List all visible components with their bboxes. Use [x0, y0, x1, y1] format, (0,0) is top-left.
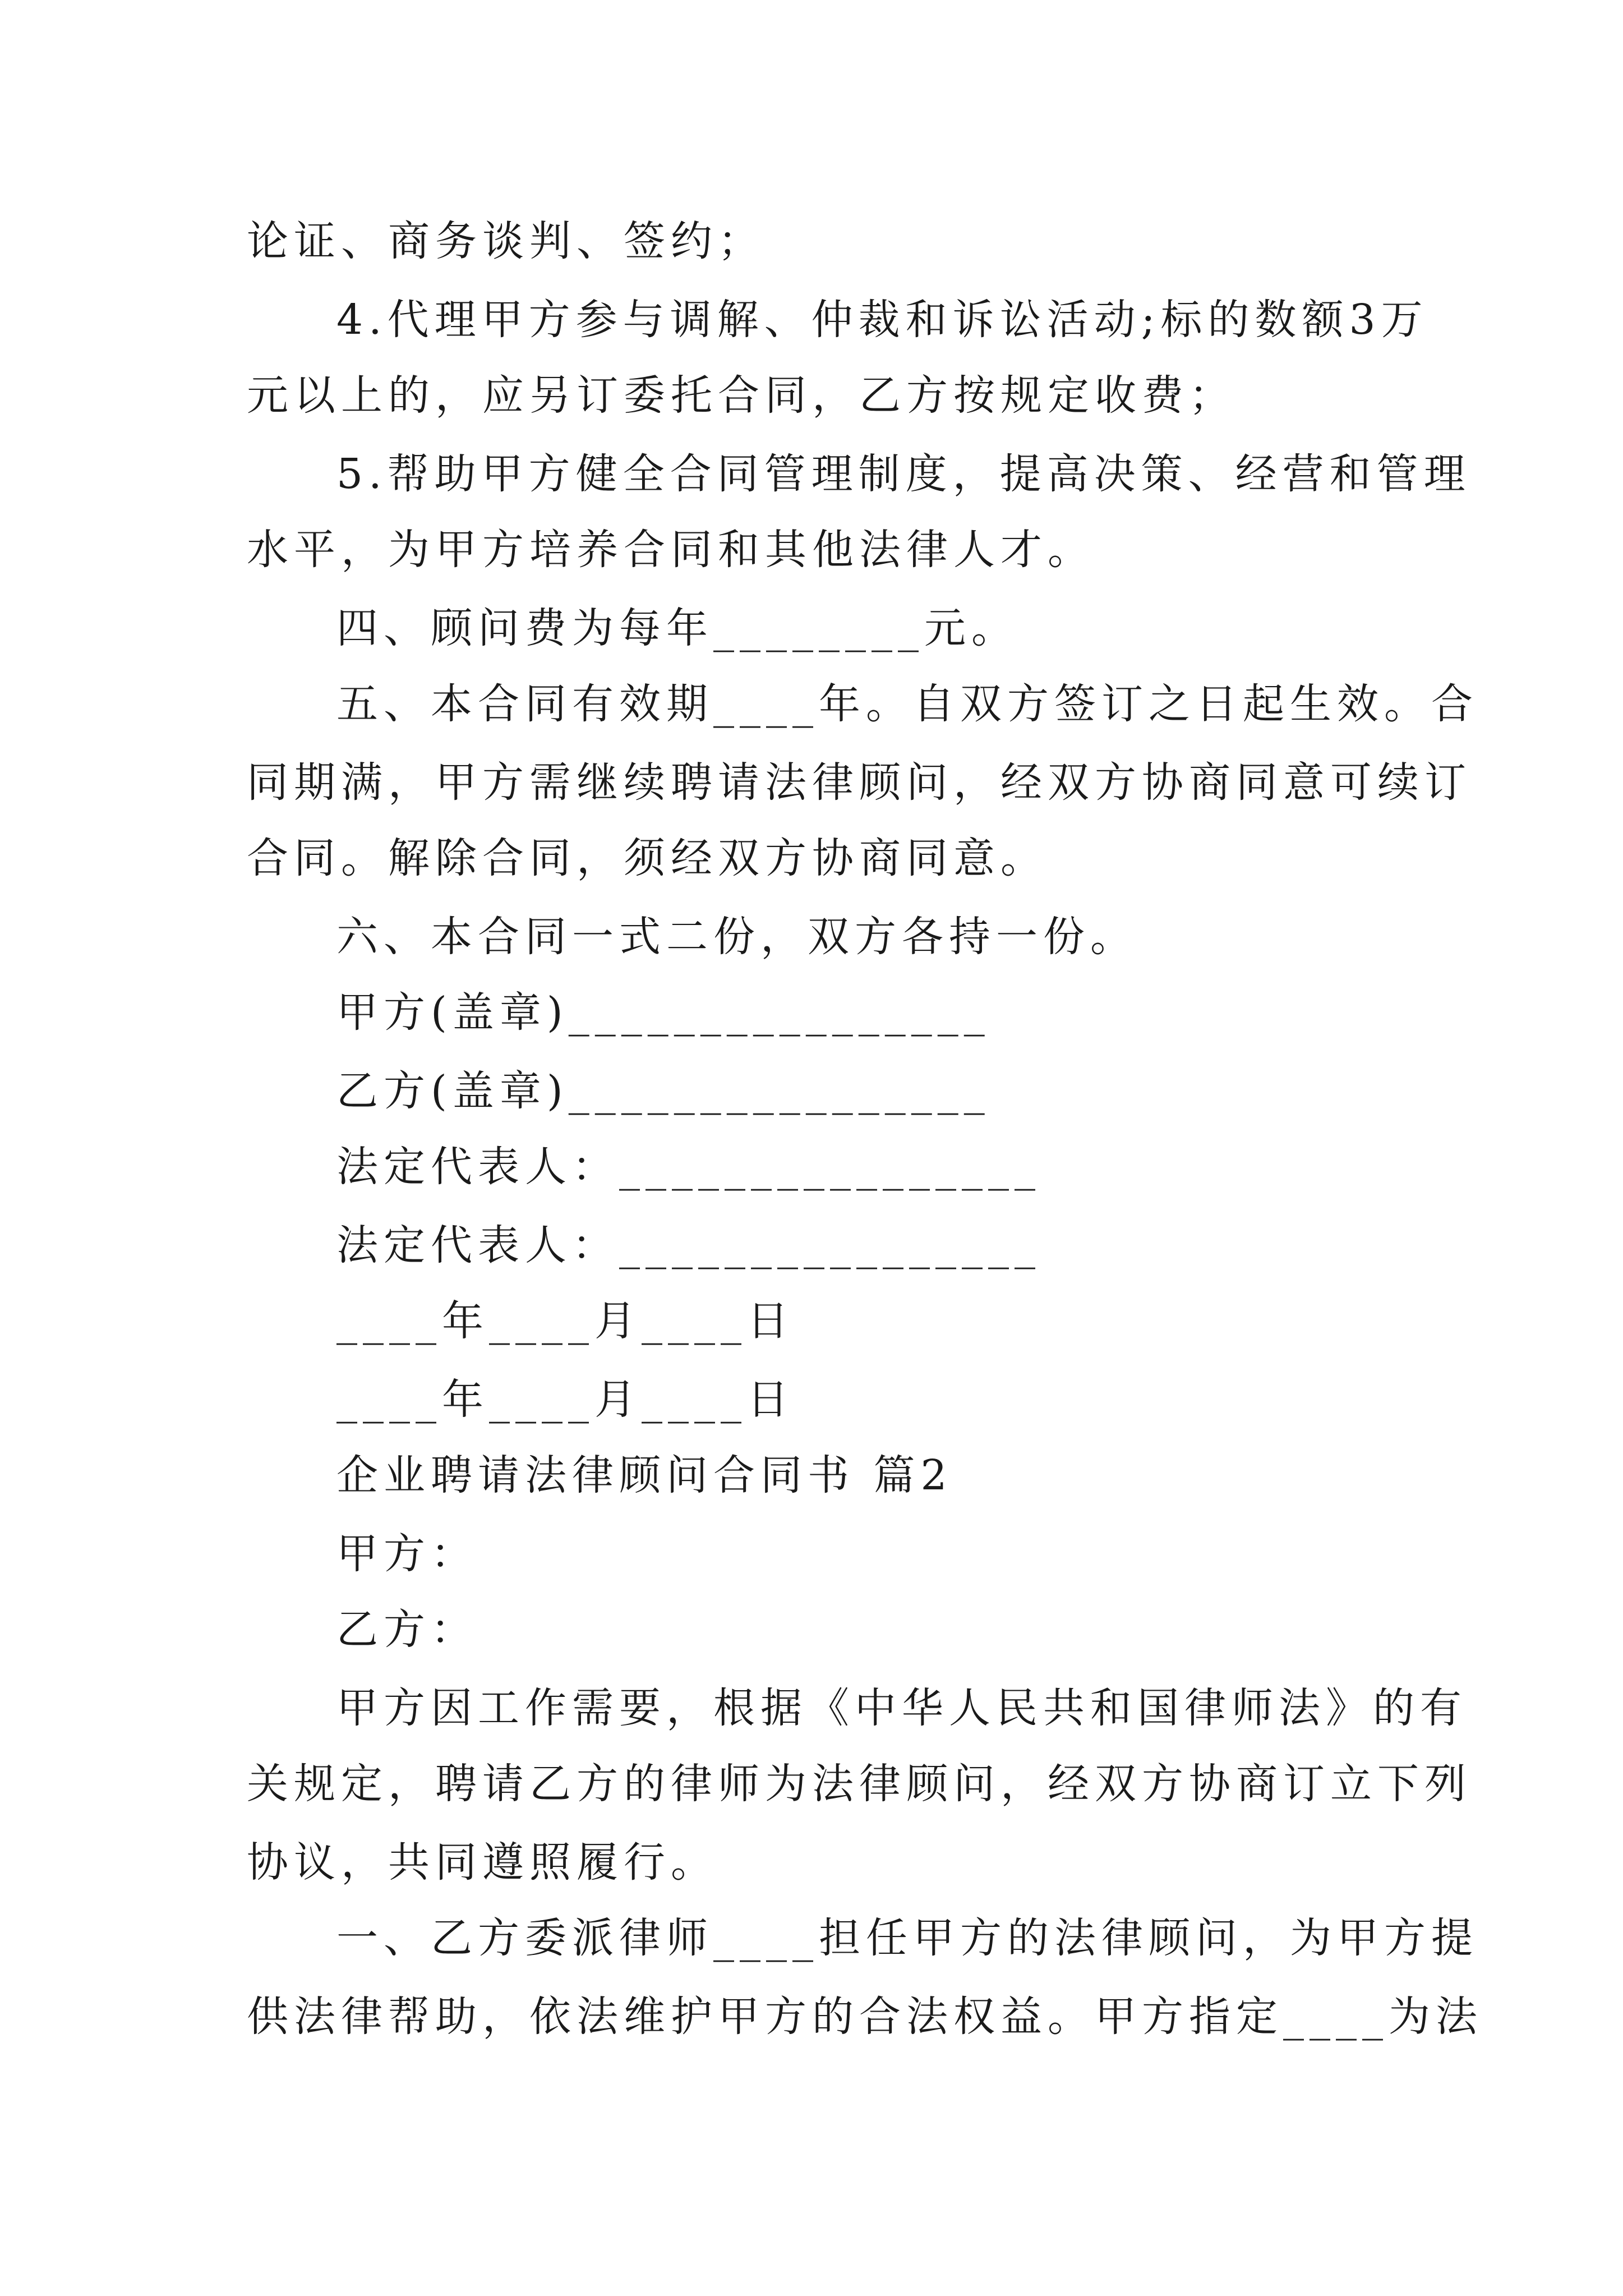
text-line-23: 一、乙方委派律师____担任甲方的法律顾问，为甲方提: [336, 1914, 1478, 1962]
legal-representative-b: 法定代表人：________________: [336, 1221, 1041, 1269]
party-a-label: 甲方：: [336, 1530, 478, 1578]
text-line-6: 四、顾问费为每年________元。: [336, 604, 1018, 652]
date-line-a: ____年____月____日: [336, 1297, 794, 1345]
text-line-9: 合同。解除合同，须经双方协商同意。: [247, 834, 1048, 882]
text-line-8: 同期满，甲方需继续聘请法律顾问，经双方协商同意可续订: [247, 758, 1472, 807]
text-line-4: 5.帮助甲方健全合同管理制度，提高决策、经营和管理: [336, 450, 1471, 498]
signature-party-b: 乙方(盖章)________________: [336, 1067, 990, 1115]
party-b-label: 乙方：: [336, 1605, 478, 1654]
text-line-3: 元以上的，应另订委托合同，乙方按规定收费；: [247, 371, 1236, 420]
text-line-20: 甲方因工作需要，根据《中华人民共和国律师法》的有: [336, 1684, 1467, 1732]
text-line-22: 协议，共同遵照履行。: [247, 1838, 718, 1887]
text-line-24: 供法律帮助，依法维护甲方的合法权益。甲方指定____为法: [247, 1993, 1483, 2041]
text-line-2: 4.代理甲方参与调解、仲裁和诉讼活动;标的数额3万: [336, 296, 1428, 344]
section-heading: 企业聘请法律顾问合同书 篇2: [336, 1451, 953, 1499]
text-line-5: 水平，为甲方培养合同和其他法律人才。: [247, 526, 1095, 574]
legal-representative-a: 法定代表人：________________: [336, 1143, 1041, 1191]
signature-party-a: 甲方(盖章)________________: [336, 988, 990, 1037]
text-line-21: 关规定，聘请乙方的律师为法律顾问，经双方协商订立下列: [247, 1760, 1472, 1808]
date-line-b: ____年____月____日: [336, 1375, 794, 1424]
text-line-1: 论证、商务谈判、签约；: [247, 217, 765, 265]
text-line-10: 六、本合同一式二份，双方各持一份。: [336, 913, 1137, 961]
text-line-7: 五、本合同有效期____年。自双方签订之日起生效。合: [336, 680, 1478, 728]
